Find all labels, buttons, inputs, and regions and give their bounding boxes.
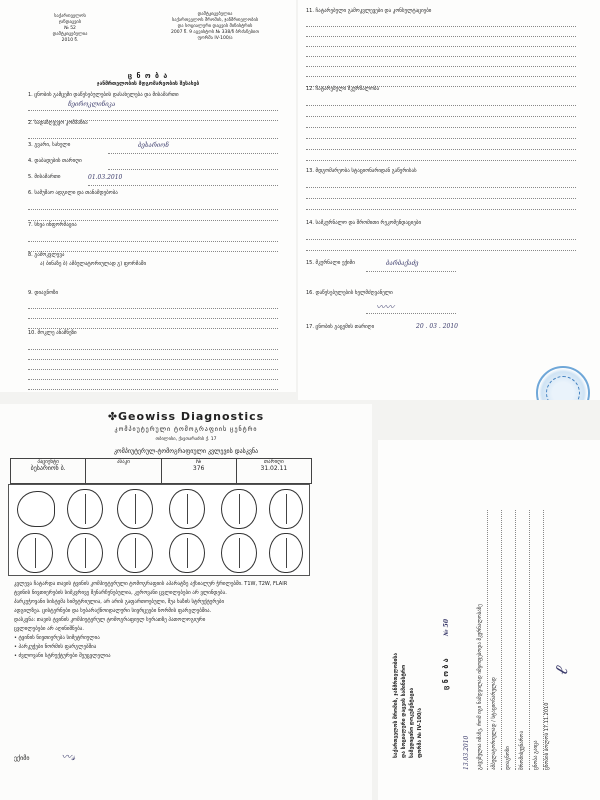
brain-scan-image xyxy=(17,533,53,573)
form-rows xyxy=(306,8,576,340)
certificate-title: ც ნ ო ბ ა xyxy=(127,72,169,80)
scan-images-grid xyxy=(8,484,310,576)
brain-scan-image xyxy=(17,491,55,527)
form-row: 7. სხვა ინფორმაცია xyxy=(28,222,278,252)
medical-certificate-page-2 xyxy=(298,0,600,400)
brain-scan-image xyxy=(67,533,103,573)
form-row: 1. ცნობის გამცემი დაწესებულების დასახელება და მისამართი ნეიროკლინიკა xyxy=(28,92,278,120)
brain-scan-image xyxy=(117,533,153,573)
form-row: 2. სადაზღვევო კომპანია xyxy=(28,120,278,142)
handwriting-date: 20 . 03 . 2010 xyxy=(416,323,458,330)
brain-scan-image xyxy=(269,489,303,529)
handwriting: ბესარიონ xyxy=(138,142,169,149)
handwriting-doctor: ბარბაქაძე xyxy=(386,260,419,267)
form-row: 15. მკურნალი ექიმი ბარბაქაძე xyxy=(306,260,576,290)
brain-scan-image xyxy=(221,489,257,529)
doctor-signature: ექიმი 〰𝓈 xyxy=(14,752,76,763)
form-row: 4. დაბადების თარიღი xyxy=(28,158,278,174)
logo-icon: ✤ xyxy=(107,410,119,423)
brain-scan-image xyxy=(169,489,205,529)
form-row: 17. ცნობის გაცემის თარიღი 20 . 03 . 2010 xyxy=(306,323,458,330)
ct-report-page: ✤Geowiss Diagnostics კომპიუტერული ტომოგრაფიის ცენტრი თბილისი, ქავთარაძის ქ. 17 კომპიუტერულ-ტომოგრაფიული კვლევის დასკვნა პაციენტი ბესარიონ ბ. ასაკი № 376 თარიღი 31.02.11 კვლევა ჩატარდა თავის ტვინის კომპიუტერული ტომოგრაფიის აპარატზე აქსიალურ ჭრილებში. T1W, T2W, FLAIR ტვინის ნივთიერების სიმკვრივე შენარჩუნებულია, კეროვანი ცვლილებები არ ვლინდება. პარკუჭოვანი სისტემა სიმეტრიულია, არ არის გაფართოებული, შუა ხაზის სტრუქტურები ადგილზეა. ცისტერნები და სუბარაქნოიდალური სივრცეები ნორმის ფარგლებშია. დასკვნა: თავის ტვინის კომპიუტერულ ტომოგრაფიულ სურათზე პათოლოგიური ცვლილებები არ აღინიშნება. • ტვინის ნივთიერება სიმეტრიულია • პარკუჭები ნორმის ფარგლებშია • ძვლოვანი სტრუქტურები შეუცვლელია ექიმი 〰𝓈 xyxy=(0,404,372,800)
form-rows xyxy=(28,92,278,392)
brain-scan-image xyxy=(117,489,153,529)
form-row: 11. ჩატარებული გამოკვლევები და კონსულტაციები xyxy=(306,8,576,86)
form-row: 5. მისამართი 01.03.2010 xyxy=(28,174,278,190)
certificate-subtitle: ჯანმრთელობის მდგომარეობის შესახებ xyxy=(96,81,200,87)
rotated-title: ც ნ ო ბ ა № 50 xyxy=(442,618,450,690)
signature: 〰𝓈 xyxy=(61,752,76,763)
round-stamp xyxy=(536,366,590,400)
brain-scan-image xyxy=(67,489,103,529)
form-row: 13. მდგომარეობა სტაციონარიდან გაწერისას xyxy=(306,168,576,220)
header-left: საქართველოს ჯანდაცვის № 52 დამტკიცებულია 2010 წ. xyxy=(52,14,88,43)
brain-scan-image xyxy=(169,533,205,573)
brand-title: ✤Geowiss Diagnostics xyxy=(107,410,265,423)
form-row: 3. გვარი, სახელი ბესარიონ xyxy=(28,142,278,158)
rotated-lines: 13.03.2010 გაცემულია იმაზე, რომ იგი ნამდვილად იმყოფებოდა მკურნალობაზე ამბულატორიულად / სტაციონარულად დიაგნოზი შრომისუუნაროა ცნობა გაიცა xyxy=(460,510,544,770)
patient-table: პაციენტი ბესარიონ ბ. ასაკი № 376 თარიღი 31.02.11 xyxy=(10,458,312,484)
form-row: 9. დიაგნოზი xyxy=(28,290,278,330)
rotated-org: საქართველოს შრომის, ჯანმრთელობისა და სოციალური დაცვის სამინისტრო სამედიცინო დოკუმენტაცია ფორმა № IV-100/ა xyxy=(393,652,423,758)
form-row: 10. მოკლე ანამნეზი xyxy=(28,330,278,392)
form-row: 6. სამუშაო ადგილი და თანამდებობა xyxy=(28,190,278,222)
brain-scan-image xyxy=(221,533,257,573)
medical-certificate-page-1 xyxy=(0,0,296,392)
report-text: კვლევა ჩატარდა თავის ტვინის კომპიუტერული ტომოგრაფიის აპარატზე აქსიალურ ჭრილებში. T1W, T2W, FLAIR ტვინის ნივთიერების სიმკვრივე შენარჩუნებულია, კეროვანი ცვლილებები არ ვლინდება. პარკუჭოვანი სისტემა სიმეტრიულია, არ არის გაფართოებული, შუა ხაზის სტრუქტურები ადგილზეა. ცისტერნები და სუბარაქნოიდალური სივრცეები ნორმის ფარგლებშია. დასკვნა: თავის ტვინის კომპიუტერულ ტომოგრაფიულ სურათზე პათოლოგიური ცვლილებები არ აღინიშნება. • ტვინის ნივთიერება სიმეტრიულია • პარკუჭები ნორმის ფარგლებშია • ძვლოვანი სტრუქტურები შეუცვლელია xyxy=(14,581,288,659)
handwriting: ნეიროკლინიკა xyxy=(68,101,116,108)
signature: ℓ xyxy=(550,663,573,678)
form-row: 8. გამოკვლევა ა) ბინაზე ბ) ამბულატორიულად გ) ფორმაში xyxy=(28,252,147,267)
brain-scan-image xyxy=(269,533,303,573)
form-row: 14. სამკურნალო და შრომითი რეკომენდაციები xyxy=(306,220,576,260)
rotated-footer: ცნობის ბოლოს 17.11.2010 xyxy=(544,702,550,770)
form-row: 16. დაწესებულების ხელმძღვანელი 〰〰 xyxy=(306,290,576,324)
handwriting: 01.03.2010 xyxy=(88,174,123,181)
rotated-certificate-page xyxy=(378,440,600,800)
header-right: დამტკიცებულია საქართველოს შრომის, ჯანმრთელობის და სოციალური დაცვის მინისტრის 2007 წ. 9 აგვისტოს № 338/ნ ბრძანებით ფორმა IV-100/ა xyxy=(171,12,259,41)
signature: 〰〰 xyxy=(376,303,395,313)
form-row: 12. ჩატარებული მკურნალობა xyxy=(306,86,576,168)
table-title: კომპიუტერულ-ტომოგრაფიული კვლევის დასკვნა xyxy=(113,448,259,455)
